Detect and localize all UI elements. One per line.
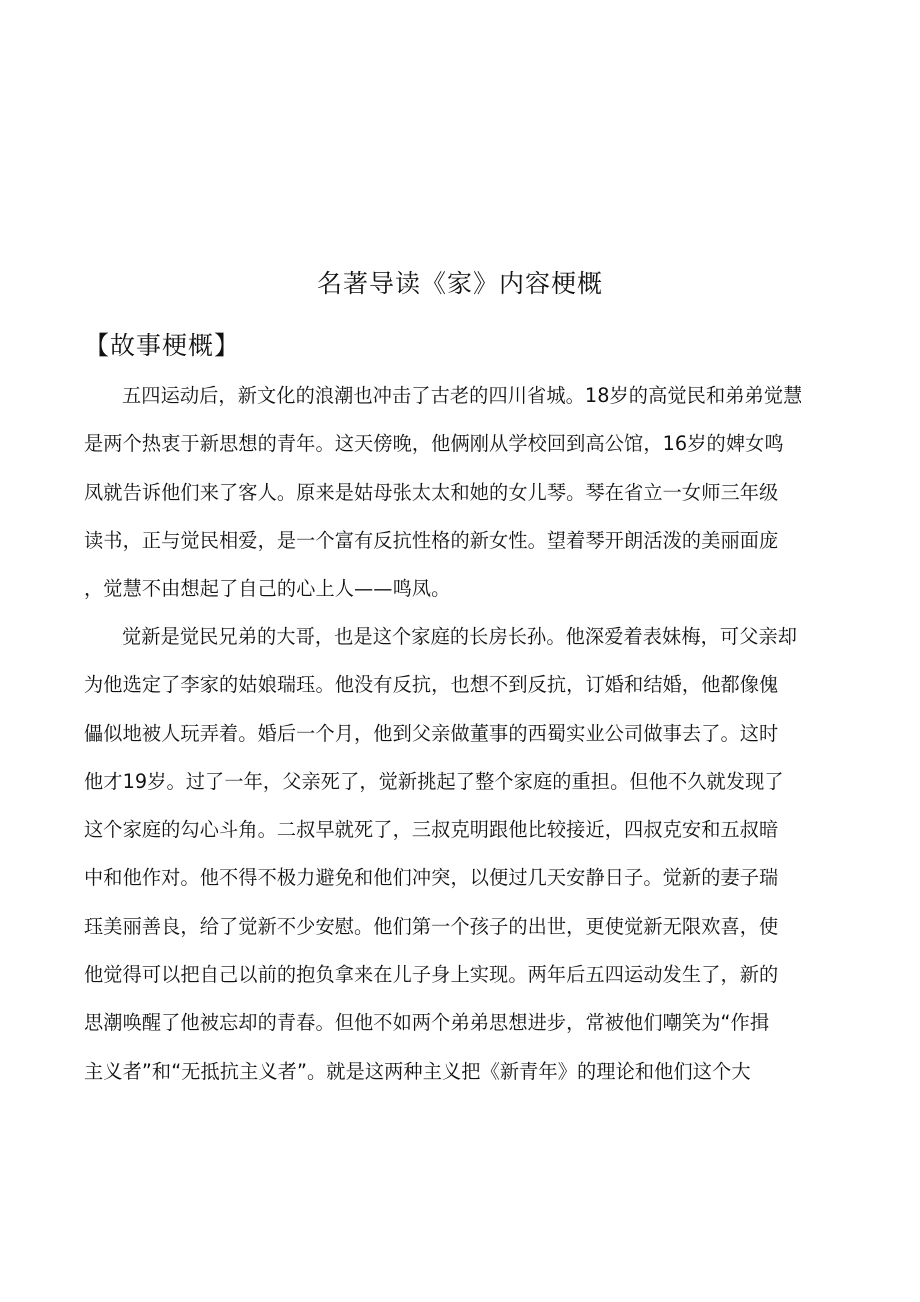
paragraph-line: 他觉得可以把自己以前的抱负拿来在儿子身上实现。两年后五四运动发生了，新的 (84, 963, 779, 987)
paragraph-line: 凤就告诉他们来了客人。原来是姑母张太太和她的女儿琴。琴在省立一女师三年级 (84, 480, 779, 504)
section-heading: 【故事梗概】 (84, 331, 241, 360)
paragraph-line: 是两个热衷于新思想的青年。这天傍晚，他俩刚从学校回到高公馆，16岁的婢女鸣 (84, 432, 784, 456)
paragraph-line: 主义者”和“无抵抗主义者”。就是这两种主义把《新青年》的理论和他们这个大 (84, 1059, 751, 1083)
paragraph-line: 思潮唤醒了他被忘却的青春。但他不如两个弟弟思想进步，常被他们嘲笑为“作揖 (84, 1011, 770, 1035)
paragraph-line: 读书，正与觉民相爱，是一个富有反抗性格的新女性。望着琴开朗活泼的美丽面庞 (84, 528, 779, 552)
paragraph-line: 他才19岁。过了一年，父亲死了，觉新挑起了整个家庭的重担。但他不久就发现了 (84, 769, 784, 793)
paragraph-line: 五四运动后，新文化的浪潮也冲击了古老的四川省城。18岁的高觉民和弟弟觉慧 (122, 384, 803, 407)
paragraph-line: 中和他作对。他不得不极力避免和他们冲突，以便过几天安静日子。觉新的妻子瑞 (84, 866, 779, 890)
paragraph-1 (84, 372, 844, 613)
paragraph-line: 这个家庭的勾心斗角。二叔早就死了，三叔克明跟他比较接近，四叔克安和五叔暗 (84, 818, 779, 842)
paragraph-2 (84, 613, 844, 1096)
paragraph-line: 为他选定了李家的姑娘瑞珏。他没有反抗，也想不到反抗，订婚和结婚，他都像傀 (84, 673, 779, 697)
paragraph-line: ，觉慧不由想起了自己的心上人——鸣凤。 (84, 577, 451, 601)
paragraph-line: 觉新是觉民兄弟的大哥，也是这个家庭的长房长孙。他深爱着表妹梅，可父亲却 (122, 625, 798, 648)
paragraph-line: 珏美丽善良，给了觉新不少安慰。他们第一个孩子的出世，更使觉新无限欢喜，使 (84, 914, 779, 938)
paragraph-line: 儡似地被人玩弄着。婚后一个月，他到父亲做董事的西蜀实业公司做事去了。这时 (84, 721, 779, 745)
document-title: 名著导读《家》内容梗概 (316, 269, 603, 298)
